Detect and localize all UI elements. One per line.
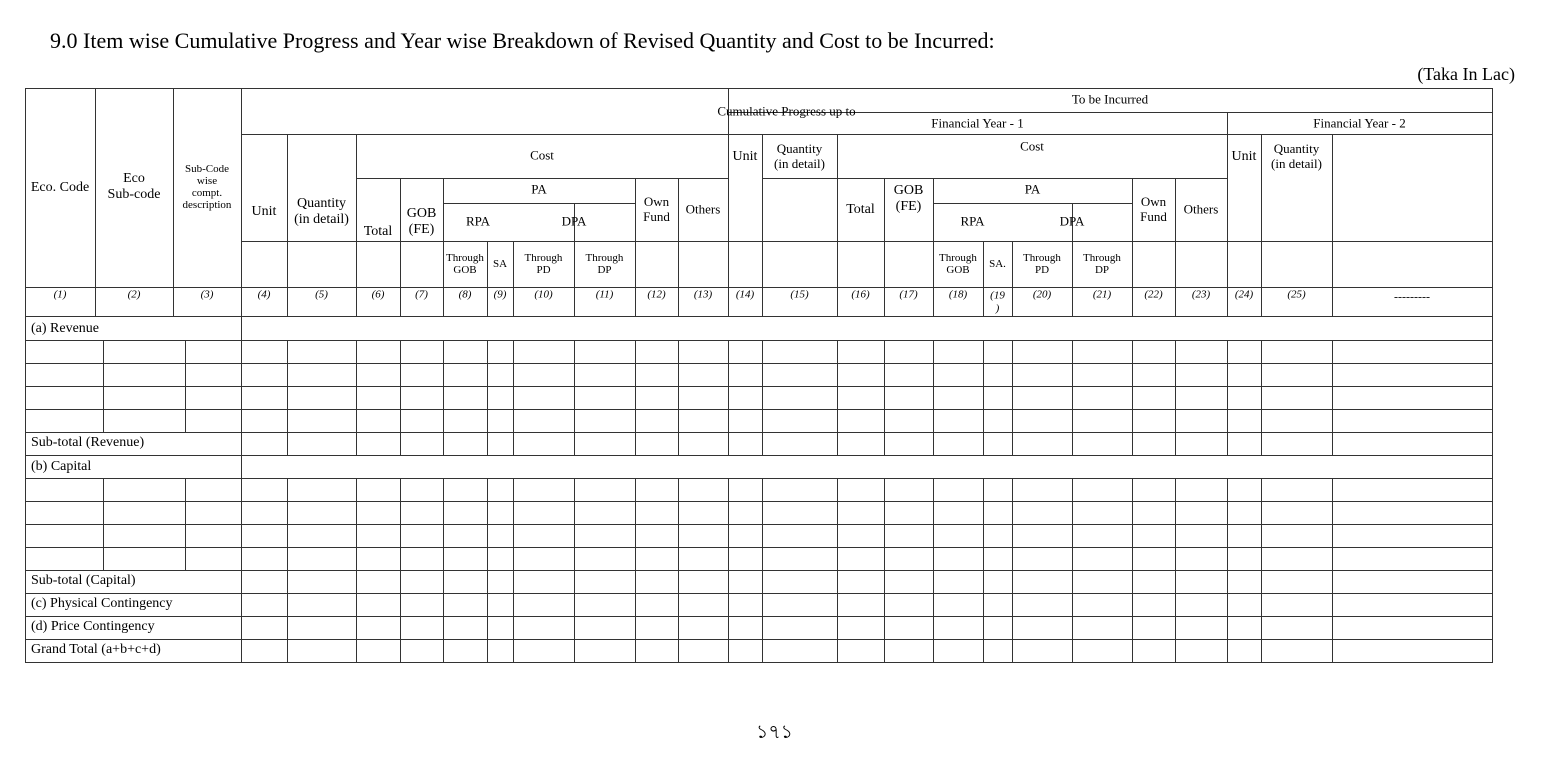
- revenue-section-label: (a) Revenue: [31, 321, 100, 336]
- eco-subcode-header: Eco Sub-code: [107, 170, 161, 202]
- physical-contingency-label: (c) Physical Contingency: [31, 596, 173, 611]
- column-number: (6): [371, 288, 385, 301]
- column-number: (4): [257, 288, 271, 301]
- column-number: (7): [415, 288, 428, 301]
- to-be-incurred-header: To be Incurred: [1071, 91, 1149, 107]
- through-gob-header-fy1: Through GOB: [939, 251, 977, 276]
- sa-header-cum: SA: [492, 257, 508, 270]
- total-header-cum: Total: [363, 223, 393, 239]
- gob-fe-header-cum: GOB (FE): [406, 205, 437, 237]
- column-number: (23): [1191, 288, 1211, 301]
- document-title: 9.0 Item wise Cumulative Progress and Year wise Breakdown of Revised Quantity and Cost to be Incurred:: [50, 28, 995, 53]
- column-number: (13): [693, 288, 713, 301]
- qty-header-fy1: Quantity (in detail): [774, 141, 825, 171]
- pa-header-cum: PA: [531, 181, 547, 197]
- own-fund-header-fy1: Own Fund: [1140, 194, 1167, 224]
- pa-header-fy1: PA: [1024, 181, 1041, 197]
- column-number: (5): [315, 288, 328, 301]
- dpa-header-cum: DPA: [561, 213, 587, 229]
- column-number: (25): [1287, 288, 1306, 301]
- through-gob-header-cum: Through GOB: [446, 251, 484, 276]
- subtotal-revenue-label: Sub-total (Revenue): [31, 435, 145, 450]
- others-header-cum: Others: [685, 201, 721, 217]
- column-number: (20): [1032, 288, 1052, 301]
- eco-code-header: Eco. Code: [30, 179, 90, 195]
- progress-cost-table: [25, 0, 1495, 765]
- gob-fe-header-fy1: GOB (FE): [893, 182, 924, 214]
- column-number: (24): [1234, 288, 1254, 301]
- column-number: (1): [53, 288, 67, 301]
- column-number: (19 ): [990, 289, 1005, 314]
- column-number: (3): [200, 288, 214, 301]
- currency-note: (Taka In Lac): [1417, 64, 1515, 84]
- column-number: (12): [647, 288, 666, 301]
- total-header-fy1: Total: [846, 201, 875, 217]
- cost-header-cum: Cost: [530, 147, 554, 163]
- column-number: (15): [790, 288, 809, 301]
- rpa-header-cum: RPA: [465, 213, 491, 229]
- through-dp-header-cum: Through DP: [585, 251, 624, 276]
- through-pd-header-fy1: Through PD: [1023, 251, 1061, 276]
- column-number: (14): [735, 288, 755, 301]
- qty-header-cum: Quantity (in detail): [294, 195, 349, 227]
- column-number: (21): [1092, 288, 1112, 301]
- unit-header-fy2: Unit: [1231, 148, 1257, 164]
- through-pd-header-cum: Through PD: [524, 251, 563, 276]
- sa-header-fy1: SA.: [989, 257, 1006, 270]
- own-fund-header-cum: Own Fund: [643, 194, 670, 224]
- cost-header-fy1: Cost: [1020, 138, 1044, 154]
- column-number: (22): [1144, 288, 1163, 301]
- column-number: (8): [458, 288, 472, 301]
- column-number: (18): [948, 288, 968, 301]
- unit-header-fy1: Unit: [732, 148, 758, 164]
- grand-total-label: Grand Total (a+b+c+d): [31, 642, 161, 657]
- through-dp-header-fy1: Through DP: [1083, 251, 1121, 276]
- column-number: (16): [851, 288, 870, 301]
- qty-header-fy2: Quantity (in detail): [1271, 141, 1322, 171]
- column-number: (17): [899, 288, 918, 301]
- cumulative-progress-header: Cumulative Progress up to: [717, 103, 856, 119]
- column-number: (10): [534, 288, 553, 301]
- column-number: (11): [595, 288, 614, 301]
- column-number: (9): [493, 288, 507, 301]
- dpa-header-fy1: DPA: [1059, 213, 1085, 229]
- rpa-header-fy1: RPA: [960, 213, 985, 229]
- column-number-tail: ---------: [1394, 289, 1430, 304]
- subtotal-capital-label: Sub-total (Capital): [31, 573, 136, 588]
- page-number: ১৭১: [755, 722, 793, 743]
- unit-header-cum: Unit: [251, 203, 277, 219]
- capital-section-label: (b) Capital: [31, 459, 92, 474]
- fy1-header: Financial Year - 1: [931, 115, 1024, 131]
- column-number: (2): [127, 288, 141, 301]
- others-header-fy1: Others: [1183, 201, 1219, 217]
- subcode-desc-header: Sub-Code wise compt. description: [182, 162, 232, 212]
- fy2-header: Financial Year - 2: [1313, 115, 1406, 131]
- price-contingency-label: (d) Price Contingency: [31, 619, 155, 634]
